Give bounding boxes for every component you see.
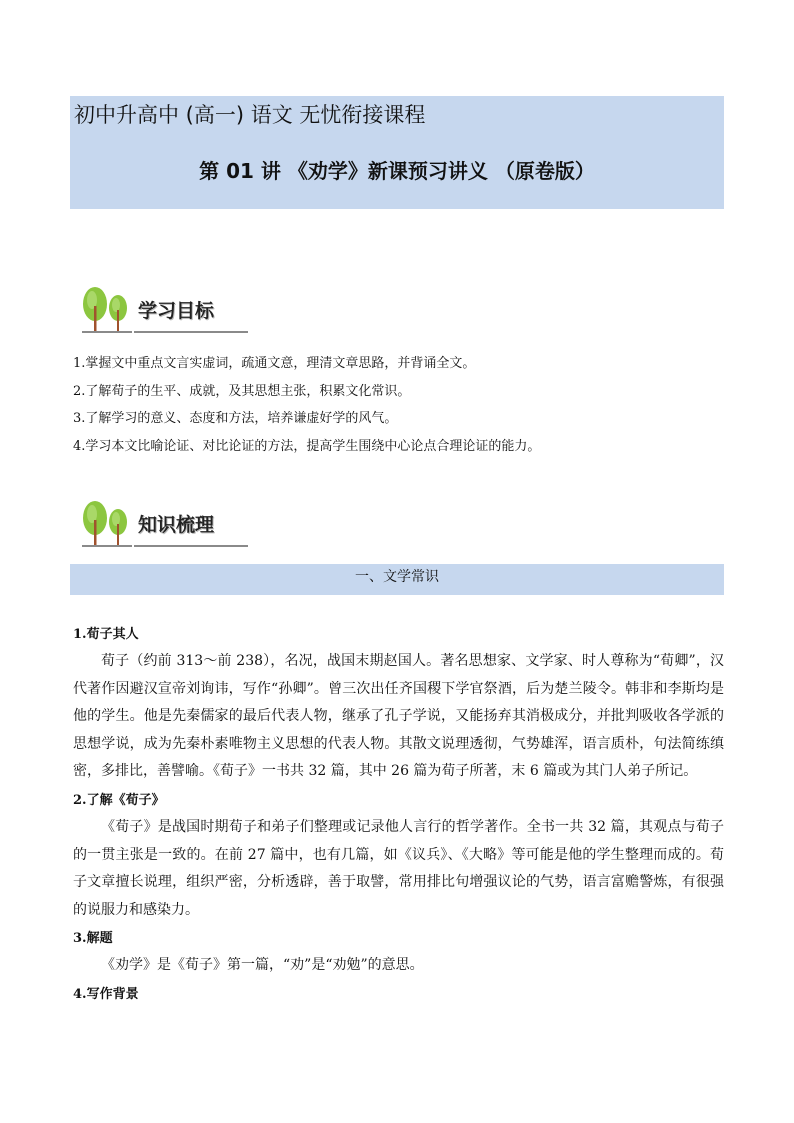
goal-item: 3.了解学习的意义、态度和方法，培养谦虚好学的风气。 — [73, 411, 398, 426]
goals-list — [73, 350, 723, 460]
item-heading: 3.解题 — [73, 931, 113, 947]
knowledge-heading: 知识梳理 — [138, 514, 215, 536]
item-heading: 4.写作背景 — [73, 986, 139, 1002]
heading-underline — [134, 331, 248, 333]
subsection-title: 一、文学常识 — [70, 564, 724, 595]
tree-pair-icon — [78, 500, 134, 550]
tree-pair-icon — [78, 286, 134, 336]
item-heading: 1.荀子其人 — [73, 627, 139, 642]
item-heading: 2.了解《荀子》 — [73, 792, 165, 808]
goals-heading: 学习目标 — [138, 300, 215, 322]
item-paragraph: 《劝学》是《荀子》第一篇，“劝”是“劝勉”的意思。 — [101, 957, 424, 974]
item-paragraph: 荀子（约前 313～前 238），名况，战国末期赵国人。著名思想家、文学家、时人尊称为“荀卿”，汉代著作因避汉宣帝刘询讳，写作“孙卿”。曾三次出任齐国稷下学官祭酒，后为楚兰陵令。韩非和李斯均是他的学生。他是先秦儒家的最后代表人物，继承了孔子学说，又能扬弃其消极成分，并批判吸收各学派的思想学说，成为先秦朴素唯物主义思想的代表人物。其散文说理透彻，气势雄浑，语言质朴，句法简练缜密，多排比，善譬喻。《荀子》一书共 32 篇，其中 26 篇为荀子所著，末 6 篇或为其门人弟子所记。 — [73, 653, 724, 780]
section-heading-knowledge — [78, 500, 253, 560]
content-body — [73, 620, 724, 1008]
section-heading-goals — [78, 286, 253, 346]
lecture-title: 第 01 讲 《劝学》新课预习讲义 （原卷版） — [199, 159, 595, 183]
item-paragraph: 《荀子》是战国时期荀子和弟子们整理或记录他人言行的哲学著作。全书一共 32 篇，其观点与荀子的一贯主张是一致的。在前 27 篇中，也有几篇，如《议兵》、《大略》等可能是他的学生整理而成的。荀子文章擅长说理，组织严密，分析透辟，善于取譬，常用排比句增强议论的气势，语言富赡警炼，有很强的说服力和感染力。 — [73, 818, 724, 918]
goal-item: 4.学习本文比喻论证、对比论证的方法，提高学生围绕中心论点合理论证的能力。 — [73, 438, 541, 454]
heading-underline — [134, 545, 248, 547]
goal-item: 1.掌握文中重点文言实虚词，疏通文意，理清文章思路，并背诵全文。 — [73, 356, 476, 371]
course-title: 初中升高中 (高一) 语文 无忧衔接课程 — [74, 103, 426, 127]
goal-item: 2.了解荀子的生平、成就，及其思想主张，积累文化常识。 — [73, 383, 411, 399]
